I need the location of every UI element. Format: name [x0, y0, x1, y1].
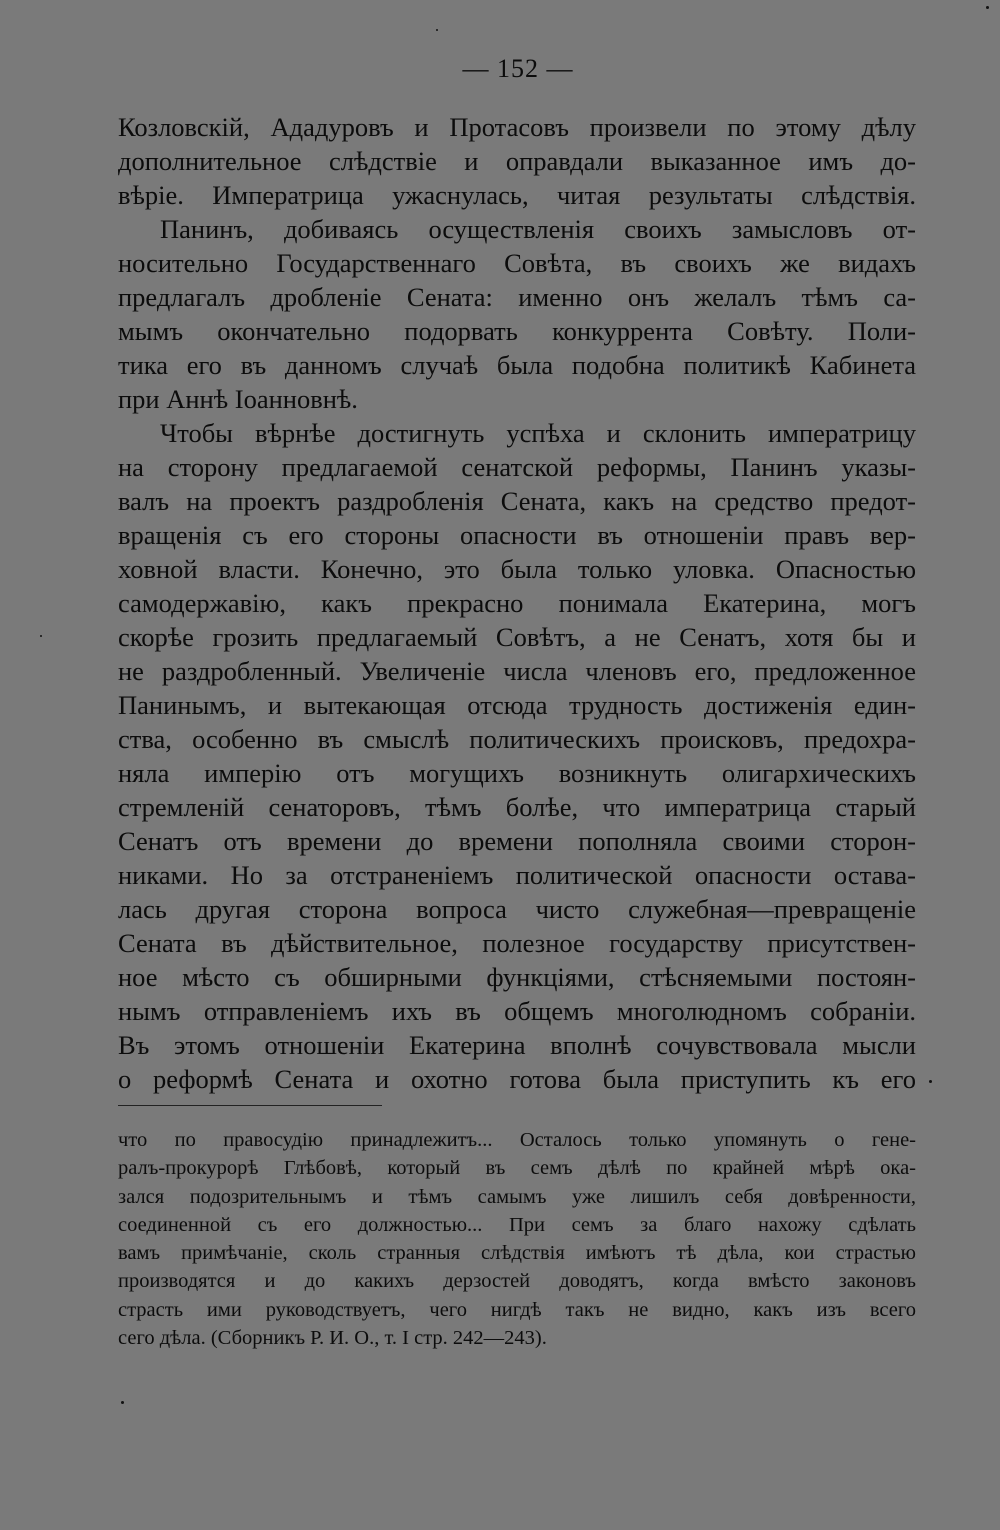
- text-line: скорѣе грозить предлагаемый Совѣтъ, а не Сенатъ, хотя бы и: [118, 622, 916, 652]
- footnote-line: вамъ примѣчаніе, сколь странныя слѣдствія имѣютъ тѣ дѣла, кои страстью: [118, 1242, 916, 1265]
- footnote-text: [118, 1126, 916, 1352]
- text-line: стремленій сенаторовъ, тѣмъ болѣе, что императрица старый: [118, 792, 916, 822]
- main-text: [118, 110, 916, 1096]
- text-line: ное мѣсто съ обширными функціями, стѣсняемыми постоян-: [118, 962, 916, 992]
- text-line: вращенія съ его стороны опасности въ отношеніи правъ вер-: [118, 520, 916, 550]
- text-line: ства, особенно въ смыслѣ политическихъ происковъ, предохра-: [118, 724, 916, 754]
- text-line: предлагалъ дробленіе Сената: именно онъ желалъ тѣмъ са-: [118, 282, 916, 312]
- footnote-line: ралъ-прокурорѣ Глѣбовѣ, который въ семъ дѣлѣ по крайней мѣрѣ ока-: [118, 1157, 916, 1180]
- text-line: лась другая сторона вопроса чисто служебная—превращеніе: [118, 894, 916, 924]
- scan-speck: [436, 29, 438, 31]
- text-line: никами. Но за отстраненіемъ политической опасности остава-: [118, 860, 916, 890]
- text-line: не раздробленный. Увеличеніе числа членовъ его, предложенное: [118, 656, 916, 686]
- text-line: тика его въ данномъ случаѣ была подобна политикѣ Кабинета: [118, 350, 916, 380]
- text-line: при Аннѣ Іоанновнѣ.: [118, 384, 358, 414]
- footnote-line: что по правосудію принадлежитъ... Осталось только упомянуть о гене-: [118, 1129, 916, 1151]
- text-line: носительно Государственнаго Совѣта, въ своихъ же видахъ: [118, 248, 916, 278]
- footnote-line: сего дѣла. (Сборникъ Р. И. О., т. I стр. 242—243).: [118, 1327, 547, 1350]
- scan-speck: [121, 1401, 124, 1404]
- footnote-line: зался подозрительнымъ и тѣмъ самымъ уже лишилъ себя довѣренности,: [118, 1185, 916, 1208]
- footnote-line: соединенной съ его должностью... При семъ за благо нахожу сдѣлать: [118, 1213, 916, 1236]
- text-line: няла имперію отъ могущихъ возникнуть олигархическихъ: [118, 758, 916, 788]
- text-line: валъ на проектъ раздробленія Сената, какъ на средство предот-: [118, 486, 916, 516]
- text-line: вѣріе. Императрица ужаснулась, читая результаты слѣдствія.: [118, 180, 916, 210]
- text-line: Панинымъ, и вытекающая отсюда трудность достиженія един-: [118, 690, 916, 720]
- text-line: Въ этомъ отношеніи Екатерина вполнѣ сочувствовала мысли: [118, 1030, 916, 1060]
- text-line: Сенатъ отъ времени до времени пополняла своими сторон-: [118, 826, 916, 856]
- footnote-line: страсть ими руководствуетъ, чего нигдѣ такъ не видно, какъ изъ всего: [118, 1298, 916, 1321]
- text-line: о реформѣ Сената и охотно готова была приступить къ его: [118, 1064, 916, 1094]
- text-line: Козловскій, Ададуровъ и Протасовъ произвели по этому дѣлу: [118, 112, 916, 142]
- text-line: Сената въ дѣйствительное, полезное государству присутствен-: [118, 928, 916, 958]
- page-number: — 152 —: [462, 54, 574, 83]
- text-line: дополнительное слѣдствіе и оправдали выказанное имъ до-: [118, 146, 916, 176]
- footnote-line: производятся и до какихъ дерзостей доводятъ, когда вмѣсто законовъ: [118, 1270, 916, 1293]
- text-line: мымъ окончательно подорвать конкуррента Совѣту. Поли-: [118, 316, 916, 346]
- text-line: нымъ отправленіемъ ихъ въ общемъ многолюдномъ собраніи.: [118, 996, 916, 1026]
- text-line: Чтобы вѣрнѣе достигнуть успѣха и склонить императрицу: [160, 418, 916, 448]
- text-line: Панинъ, добиваясь осуществленія своихъ замысловъ от-: [160, 214, 916, 244]
- text-line: самодержавію, какъ прекрасно понимала Екатерина, могъ: [118, 588, 916, 618]
- text-line: на сторону предлагаемой сенатской реформы, Панинъ указы-: [118, 452, 916, 482]
- text-line: ховной власти. Конечно, это была только уловка. Опасностью: [118, 554, 916, 584]
- scan-speck: [40, 635, 42, 637]
- footnote-divider: [118, 1105, 382, 1106]
- scan-speck: [986, 6, 989, 9]
- scan-speck: [929, 1080, 932, 1083]
